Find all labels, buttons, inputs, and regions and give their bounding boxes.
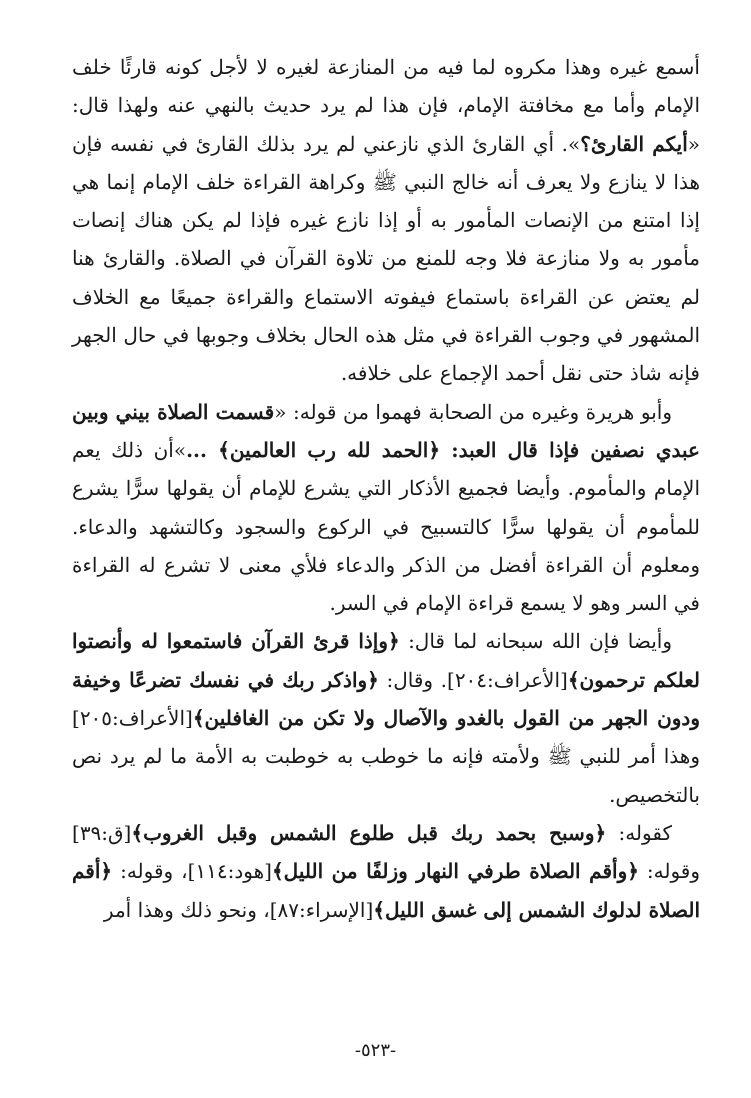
p1-seg-1-bold: أيكم القارئ؟ xyxy=(580,131,688,156)
paragraph-4 xyxy=(72,814,700,929)
p4-seg-5-bold: ﴿أقم الصلاة لدلوك الشمس إلى غسق الليل﴾ xyxy=(72,859,700,922)
p4-seg-2: [ق:٣٩] وقوله: xyxy=(72,820,701,884)
body-text xyxy=(72,48,700,929)
paragraph-3 xyxy=(72,622,700,813)
p4-seg-0: كقوله: xyxy=(606,820,672,845)
paragraph-1 xyxy=(72,48,700,393)
p3-seg-3-bold: ﴿واذكر ربك في نفسك تضرعًا وخيفة ودون الجهر من القول بالغدو والآصال ولا تكن من الغافلين﴾ xyxy=(72,667,700,731)
p3-seg-4: [الأعراف:٢٠٥] وهذا أمر للنبي ﷺ ولأمته فإنه ما خوطب به خوطبت به الأمة ما لم يرد نص بالتخصيص. xyxy=(72,706,700,807)
p3-seg-1-bold: ﴿وإذا قرئ القرآن فاستمعوا له وأنصتوا لعلكم ترحمون﴾ xyxy=(72,629,700,692)
p2-seg-1-bold: قسمت الصلاة بيني وبين عبدي نصفين فإذا قال العبد: ﴿الحمد لله رب العالمين﴾ ... xyxy=(72,399,700,462)
p2-seg-0: وأبو هريرة وغيره من الصحابة فهموا من قوله: « xyxy=(274,399,672,424)
p3-seg-0: وأيضا فإن الله سبحانه لما قال: xyxy=(399,629,672,654)
p4-seg-4: [هود:١١٤]، وقوله: xyxy=(112,859,272,884)
p1-seg-2: ». أي القارئ الذي نازعني لم يرد بذلك القارئ في نفسه فإن هذا لا ينازع ولا يعرف أنه خالج النبي ﷺ وكراهة القراءة خلف الإمام إنما هي إذا امتنع من الإنصات المأمور به أو إذا نازع غيره فإذا لم يكن هناك إنصات مأمور به ولا منازعة فلا وجه للمنع من تلاوة القرآن في الصلاة. والقارئ هنا لم يعتض عن القراءة باستماع فيفوته الاستماع والقراءة جميعًا مع الخلاف المشهور في وجوب القراءة في مثل هذه الحال بخلاف وجوبها في حال الجهر فإنه شاذ حتى نقل أحمد الإجماع على خلافه. xyxy=(72,131,700,386)
page-number: -٥٢٣- xyxy=(354,1040,397,1061)
p1-seg-0: أسمع غيره وهذا مكروه لما فيه من المنازعة لغيره لا لأجل كونه قارئًا خلف الإمام وأما مع مخافتة الإمام، فإن هذا لم يرد حديث بالنهي عنه ولهذا قال: « xyxy=(72,55,701,156)
p4-seg-6: [الإسراء:٨٧]، ونحو ذلك وهذا أمر xyxy=(103,897,374,922)
p4-seg-3-bold: ﴿وأقم الصلاة طرفي النهار وزلفًا من الليل﴾ xyxy=(271,859,639,884)
p2-seg-2: »أن ذلك يعم الإمام والمأموم. وأيضا فجميع الأذكار التي يشرع للإمام أن يقولها سرًّا يشرع للمأموم أن يقولها سرًّا كالتسبيح في الركوع والسجود وكالتشهد والدعاء. ومعلوم أن القراءة أفضل من الذكر والدعاء فلأي معنى لا تشرع له القراءة في السر وهو لا يسمع قراءة الإمام في السر. xyxy=(72,437,700,616)
p3-seg-2: [الأعراف:٢٠٤]. وقال: xyxy=(378,667,568,692)
p4-seg-1-bold: ﴿وسبح بحمد ربك قبل طلوع الشمس وقبل الغروب﴾ xyxy=(131,820,607,845)
paragraph-2 xyxy=(72,393,700,623)
